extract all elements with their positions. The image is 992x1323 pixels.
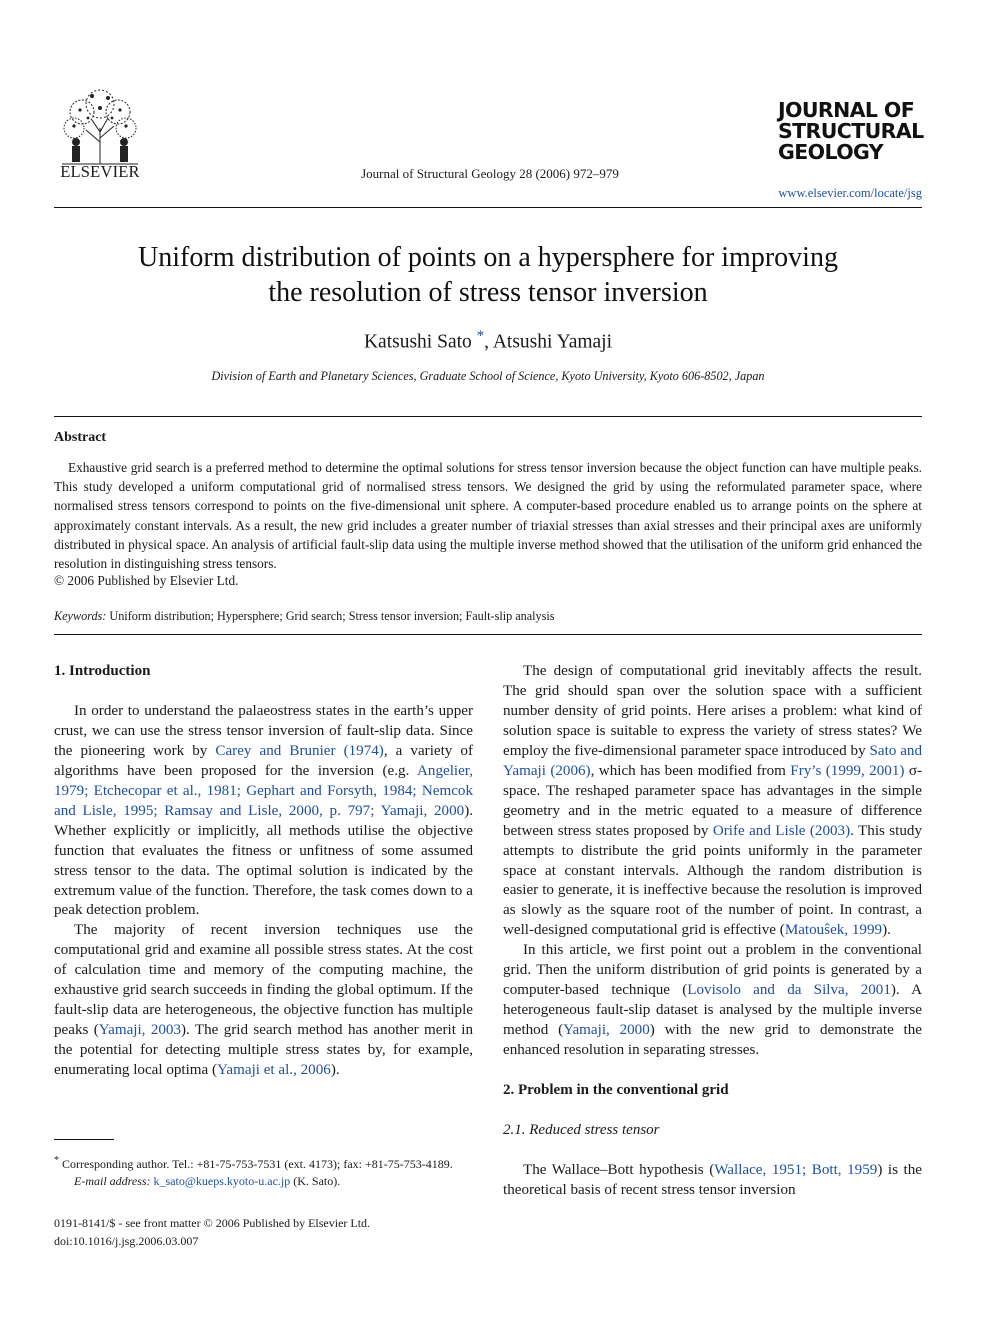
- paragraph: [54, 921, 473, 1081]
- email-suffix: (K. Sato).: [290, 1173, 341, 1188]
- text-run: , a variety of algorithms have been proposed for the inversion (e.g.: [54, 742, 473, 779]
- journal-url-link[interactable]: www.elsevier.com/locate/jsg: [778, 186, 922, 200]
- paragraph: [54, 702, 473, 921]
- subsection-heading: 2.1. Reduced stress tensor: [503, 1122, 660, 1139]
- text-run: The majority of recent inversion techniques use the computational grid and examine all possible stress states. At the cost of calculation time and memory of the computing machine, the exhaustive grid search succeeds in finding the global optimum. If the fault-slip data are heterogeneous, the objective function has multiple peaks (: [54, 922, 473, 1039]
- footnote-mark: *: [54, 1155, 59, 1166]
- author-list: [100, 328, 876, 354]
- front-matter: [54, 1214, 473, 1250]
- right-column: [503, 662, 922, 1201]
- citation-link[interactable]: Orife and Lisle (2003): [712, 822, 851, 839]
- text-run: ). The grid search method has another merit in the potential for detecting multiple stress states by, for example, enumerating local optima (: [54, 1022, 474, 1079]
- issn-line: 0191-8141/$ - see front matter © 2006 Published by Elsevier Ltd.: [54, 1216, 371, 1230]
- elsevier-logo: [52, 82, 148, 184]
- abstract-copyright: © 2006 Published by Elsevier Ltd.: [54, 573, 239, 588]
- doi-line: doi:10.1016/j.jsg.2006.03.007: [54, 1234, 199, 1248]
- journal-title-line: GEOLOGY: [778, 140, 884, 164]
- article-title: [60, 240, 916, 310]
- text-run: In order to understand the palaeostress states in the earth’s upper crust, we can use the stress tensor inversion of fault-slip data. Since the pioneering work by: [54, 702, 473, 759]
- email-link[interactable]: k_sato@kueps.kyoto-u.ac.jp: [153, 1173, 291, 1188]
- text-run: ). Whether explicitly or implicitly, all methods utilise the objective function that evaluates the fitness or unfitness of some assumed stress tensor to the data. The optimal solution is indicated by the extremum value of the function. Therefore, the task comes down to a peak detection problem.: [54, 802, 473, 919]
- author-name: Katsushi Sato: [363, 331, 472, 353]
- journal-title-line: JOURNAL OF: [778, 98, 915, 122]
- email-label: E-mail address:: [74, 1173, 151, 1188]
- citation-link[interactable]: Carey and Brunier (1974): [215, 742, 384, 759]
- paragraph: [503, 662, 922, 941]
- email-footnote: [54, 1173, 473, 1190]
- left-column: [54, 662, 473, 1081]
- footnote-text: Corresponding author. Tel.: +81-75-753-7531 (ext. 4173); fax: +81-75-753-4189.: [59, 1157, 453, 1171]
- author-separator: ,: [484, 331, 493, 353]
- citation-link[interactable]: Lovisolo and da Silva, 2001: [687, 982, 891, 999]
- text-run: ) with the new grid to demonstrate the enhanced resolution in separating stresses.: [503, 1022, 922, 1059]
- citation-link[interactable]: Angelier, 1979; Etchecopar et al., 1981; Gephart and Forsyth, 1984; Nemcok and Lisle, 1995; Ramsay and Lisle, 2000, p. 797; Yamaji, 2000: [54, 762, 473, 819]
- abstract-text: Exhaustive grid search is a preferred method to determine the optimal solutions for stress tensor inversion because the object function can have multiple peaks. This study developed a uniform computational grid of normalised stress tensors. We designed the grid by using the reformulated parameter space, where normalised stress tensors correspond to points on the five-dimensional unit sphere. A computer-based procedure enabled us to arrange points on the sphere at approximately constant intervals. As a result, the new grid includes a greater number of triaxial stresses than axial stresses and their principal axes are uniformly distributed in physical space. An analysis of artificial fault-slip data using the multiple inverse method showed that the utilisation of the uniform grid enhanced the resolution in distinguishing stress tensors.: [54, 460, 922, 572]
- abstract-bottom-divider: [54, 634, 922, 635]
- corresponding-author-mark[interactable]: *: [476, 328, 485, 344]
- text-run: ).: [330, 1062, 340, 1079]
- footnotes: [54, 1153, 473, 1189]
- section-heading: 2. Problem in the conventional grid: [503, 1082, 729, 1099]
- abstract-body: [54, 458, 922, 573]
- text-run: ).: [882, 922, 891, 939]
- abstract-top-divider: [54, 416, 922, 417]
- citation-link[interactable]: Yamaji, 2003: [98, 1022, 182, 1039]
- journal-title-line: STRUCTURAL: [778, 119, 924, 143]
- journal-title: [778, 100, 928, 163]
- keywords-label: Keywords:: [54, 609, 107, 623]
- text-run: In this article, we first point out a problem in the conventional grid. Then the uniform distribution of grid points is generated by a computer-based technique (: [503, 942, 922, 999]
- citation-link[interactable]: Sato and Yamaji (2006): [503, 742, 922, 779]
- text-run: ) is the theoretical basis of recent stress tensor inversion: [503, 1161, 922, 1198]
- title-line: the resolution of stress tensor inversion: [268, 277, 708, 308]
- header-divider: [54, 207, 922, 208]
- section-heading: 1. Introduction: [54, 663, 151, 679]
- text-run: , which has been modified from: [590, 762, 791, 779]
- title-line: Uniform distribution of points on a hypersphere for improving: [138, 242, 838, 273]
- citation-link[interactable]: Yamaji et al., 2006: [217, 1062, 331, 1079]
- affiliation: Division of Earth and Planetary Sciences, Graduate School of Science, Kyoto University, Kyoto 606-8502, Japan: [211, 369, 765, 383]
- keywords-list: Uniform distribution; Hypersphere; Grid search; Stress tensor inversion; Fault-slip analysis: [109, 609, 555, 623]
- author-name: Atsushi Yamaji: [492, 331, 613, 353]
- citation-link[interactable]: Yamaji, 2000: [563, 1022, 650, 1039]
- paragraph: [503, 941, 922, 1061]
- corresponding-author-footnote: [54, 1153, 473, 1173]
- publisher-name: ELSEVIER: [60, 162, 140, 181]
- journal-citation: Journal of Structural Geology 28 (2006) 972–979: [361, 166, 619, 181]
- abstract-heading: Abstract: [54, 430, 107, 445]
- text-run: The design of computational grid inevitably affects the result. The grid should span over the solution space with a sufficient number density of grid points. Here arises a problem: what kind of solution space is suitable to express the variety of stress states? We employ the five-dimensional parameter space introduced by: [503, 663, 922, 759]
- citation-link[interactable]: Fry’s (1999, 2001): [790, 762, 905, 779]
- footnote-divider: [54, 1139, 114, 1140]
- text-run: ). A heterogeneous fault-slip dataset is analysed by the multiple inverse method (: [503, 982, 923, 1039]
- citation-link[interactable]: Wallace, 1951; Bott, 1959: [714, 1161, 878, 1178]
- text-run: The Wallace–Bott hypothesis (: [523, 1161, 715, 1178]
- elsevier-tree-icon: [52, 82, 148, 166]
- text-run: σ-space. The reshaped parameter space has advantages in the simple geometry and in the metric equated to a measure of difference between stress states proposed by: [503, 762, 923, 839]
- text-run: . This study attempts to distribute the grid points uniformly in the parameter space at constant intervals. Although the random distribution is easier to generate, it is ineffective because the resolution is improved as slowly as the square root of the number of point. In contrast, a well-designed computational grid is effective (: [503, 822, 923, 939]
- citation-link[interactable]: Matouŝek, 1999: [784, 922, 883, 939]
- keywords: [54, 609, 922, 624]
- paragraph: [503, 1161, 922, 1201]
